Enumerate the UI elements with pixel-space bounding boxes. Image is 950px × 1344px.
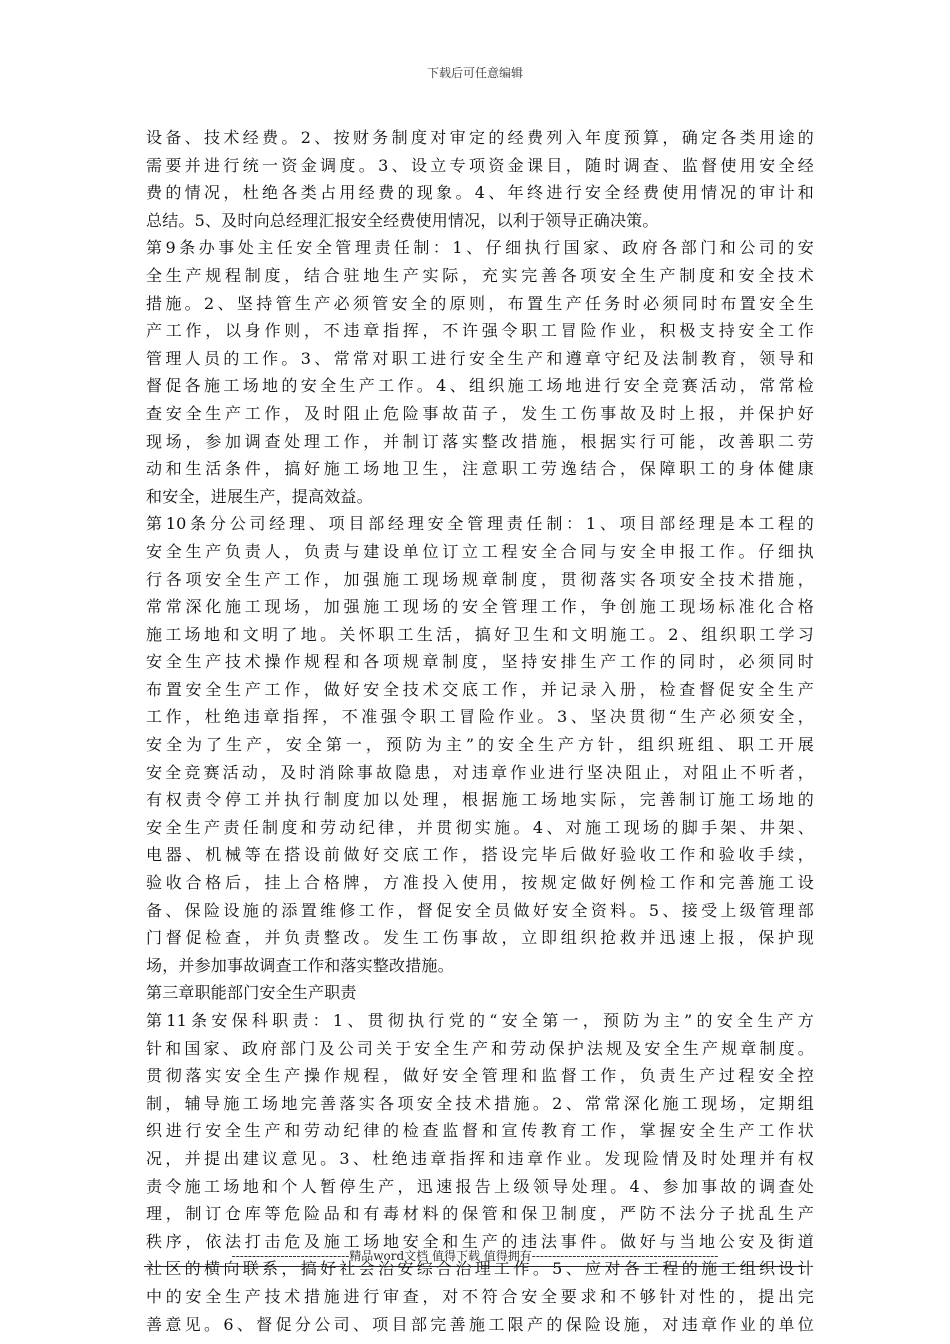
text-line: 第9条办事处主任安全管理责任制：1、仔细执行国家、政府各部门和公司的安 xyxy=(146,238,814,258)
text-line: 措施。2、坚持管生产必须管安全的原则，布置生产任务时必须同时布置安全生 xyxy=(146,293,814,313)
text-line: 安全竞赛活动，及时消除事故隐患，对违章作业进行坚决阻止，对阻止不听者， xyxy=(146,762,814,782)
text-line: 管理人员的工作。3、常常对职工进行安全生产和遵章守纪及法制教育，领导和 xyxy=(146,348,814,368)
text-line: 查安全生产工作，及时阻止危险事故苗子，发生工伤事故及时上报，并保护好 xyxy=(146,403,814,423)
text-line: 总结。5、及时向总经理汇报安全经费使用情况，以利于领导正确决策。 xyxy=(146,210,659,230)
text-line: 理，制订仓库等危险品和有毒材料的保管和保卫制度，严防不法分子扰乱生产 xyxy=(146,1204,814,1224)
text-line: 织进行安全生产和劳动纪律的检查监督和宣传教育工作，掌握安全生产工作状 xyxy=(146,1121,814,1141)
text-line: 费的情况，杜绝各类占用经费的现象。4、年终进行安全经费使用情况的审计和 xyxy=(146,183,814,203)
text-line: 验收合格后，挂上合格牌，方准投入使用，按规定做好例检工作和完善施工设 xyxy=(146,873,814,893)
document-body xyxy=(146,124,814,1338)
text-line: 中的安全生产技术措施进行审查，对不符合安全要求和不够针对性的，提出完 xyxy=(146,1286,814,1306)
text-line: 针和国家、政府部门及公司关于安全生产和劳动保护法规及安全生产规章制度。 xyxy=(146,1038,814,1058)
text-line: 产工作，以身作则，不违章指挥，不许强令职工冒险作业，积极支持安全工作 xyxy=(146,321,814,341)
text-line: 动和生活条件，搞好施工场地卫生，注意职工劳逸结合，保障职工的身体健康 xyxy=(146,459,814,479)
text-line: 督促各施工场地的安全生产工作。4、组织施工场地进行安全竞赛活动，常常检 xyxy=(146,376,814,396)
text-line: 贯彻落实安全生产操作规程，做好安全管理和监督工作，负责生产过程安全控 xyxy=(146,1066,814,1086)
text-line: 安全生产负责人，负责与建设单位订立工程安全合同与安全申报工作。仔细执 xyxy=(146,541,814,561)
text-line: 现场，参加调查处理工作，并制订落实整改措施，根据实行可能，改善职二劳 xyxy=(146,431,814,451)
text-line: 行各项安全生产工作，加强施工现场规章制度，贯彻落实各项安全技术措施， xyxy=(146,569,814,589)
page-footer: -----------------------------精品word文档 值得下载 值得拥有---------------------------------------------- xyxy=(231,1249,719,1263)
text-line: 安全为了生产，安全第一，预防为主”的安全生产方针，组织班组、职工开展 xyxy=(146,735,814,755)
text-line: 制，辅导施工场地完善落实各项安全技术措施。2、常常深化施工现场，定期组 xyxy=(146,1093,814,1113)
text-line: 需要并进行统一资金调度。3、设立专项资金课目，随时调查、监督使用安全经 xyxy=(146,155,814,175)
text-line: 责令施工场地和个人暂停生产，迅速报告上级领导处理。4、参加事故的调查处 xyxy=(146,1176,814,1196)
text-line: 常常深化施工现场，加强施工现场的安全管理工作，争创施工现场标准化合格 xyxy=(146,597,814,617)
text-line: 门督促检查，并负责整改。发生工伤事故，立即组织抢救并迅速上报，保护现 xyxy=(146,928,814,948)
text-line: 安全生产责任制度和劳动纪律，并贯彻实施。4、对施工现场的脚手架、井架、 xyxy=(146,817,814,837)
text-line: 场，并参加事故调查工作和落实整改措施。 xyxy=(146,955,454,975)
text-line: 第10条分公司经理、项目部经理安全管理责任制：1、项目部经理是本工程的 xyxy=(146,514,814,534)
page-header: 下载后可任意编辑 xyxy=(426,66,523,80)
text-line: 工作，杜绝违章指挥，不准强令职工冒险作业。3、坚决贯彻“生产必须安全， xyxy=(146,707,814,727)
text-line: 安全生产技术操作规程和各项规章制度，坚持安排生产工作的同时，必须同时 xyxy=(146,652,814,672)
text-line: 设备、技术经费。2、按财务制度对审定的经费列入年度预算，确定各类用途的 xyxy=(146,128,814,147)
text-line: 社区的横向联系，搞好社会治安综合治理工作。5、应对各工程的施工组织设计 xyxy=(146,1259,814,1279)
text-line: 布置安全生产工作，做好安全技术交底工作，并记录入册，检查督促安全生产 xyxy=(146,679,814,699)
text-line: 电器、机械等在搭设前做好交底工作，搭设完毕后做好验收工作和验收手续， xyxy=(146,845,814,865)
text-line: 第三章职能部门安全生产职责 xyxy=(146,983,357,1003)
text-line: 况，并提出建议意见。3、杜绝违章指挥和违章作业。发现险情及时处理并有权 xyxy=(146,1148,814,1168)
text-line: 有权责令停工并执行制度加以处理，根据施工场地实际，完善制订施工场地的 xyxy=(146,790,814,810)
text-line: 全生产规程制度，结合驻地生产实际，充实完善各项安全生产制度和安全技术 xyxy=(146,265,814,285)
text-line: 善意见。6、督促分公司、项目部完善施工限产的保险设施，对违章作业的单位 xyxy=(146,1314,814,1334)
text-line: 秩序，依法打击危及施工场地安全和生产的违法事件。做好与当地公安及街道 xyxy=(146,1231,814,1251)
text-line: 备、保险设施的添置维修工作，督促安全员做好安全资料。5、接受上级管理部 xyxy=(146,900,814,920)
footer-divider xyxy=(144,1266,806,1267)
text-line: 施工场地和文明了地。关怀职工生活，搞好卫生和文明施工。2、组织职工学习 xyxy=(146,624,814,644)
text-line: 和安全，进展生产，提高效益。 xyxy=(146,486,373,506)
text-line: 第11条安保科职责：1、贯彻执行党的“安全第一，预防为主”的安全生产方 xyxy=(146,1011,814,1030)
